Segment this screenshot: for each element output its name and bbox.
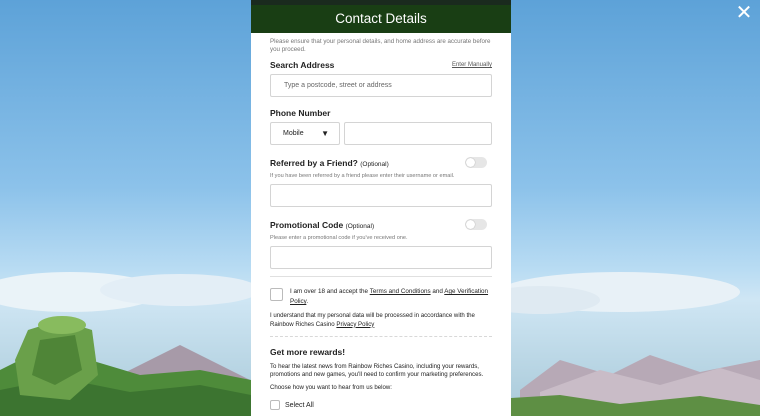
terms-checkbox[interactable] xyxy=(270,288,283,301)
close-icon[interactable]: ✕ xyxy=(735,2,753,24)
promo-label xyxy=(270,220,374,230)
referred-label-text: Referred by a Friend? xyxy=(270,157,358,168)
referred-input[interactable] xyxy=(270,184,492,207)
phone-label-row xyxy=(270,108,492,118)
promo-label-row xyxy=(270,219,492,230)
promo-optional: (Optional) xyxy=(345,222,375,230)
dotted-divider xyxy=(270,336,492,337)
referred-label-row xyxy=(270,157,492,168)
terms-suffix: . xyxy=(306,298,309,305)
terms-and-conditions-link[interactable]: Terms and Conditions xyxy=(369,288,431,295)
promo-input[interactable] xyxy=(270,246,492,269)
phone-number-label: Phone Number xyxy=(270,108,331,118)
rewards-text: To hear the latest news from Rainbow Riches Casino, including your rewards, promotions and new games, you'll need to confirm your marketing preferences. xyxy=(270,363,484,379)
phone-number-input[interactable] xyxy=(344,122,492,145)
referred-hint: If you have been referred by a friend please enter their username or email. xyxy=(270,173,455,179)
divider xyxy=(270,276,492,277)
intro-text: Please ensure that your personal details, and home address are accurate before you proceed. xyxy=(270,38,491,53)
promo-label-text: Promotional Code xyxy=(270,219,344,230)
phone-row xyxy=(270,122,492,145)
contact-details-modal xyxy=(251,5,511,416)
terms-text xyxy=(290,287,492,307)
promo-toggle[interactable] xyxy=(465,219,487,230)
age-verification-link[interactable]: Age Verification Policy xyxy=(290,288,489,305)
search-address-label: Search Address xyxy=(270,60,335,70)
promo-hint: Please enter a promotional code if you've received one. xyxy=(270,235,408,241)
search-address-input[interactable]: Type a postcode, street or address xyxy=(270,74,492,97)
referred-optional: (Optional) xyxy=(360,160,389,168)
terms-prefix: I am over 18 and accept the xyxy=(290,288,370,295)
caret-down-icon: ▼ xyxy=(321,129,329,138)
choose-text: Choose how you want to hear from us below: xyxy=(270,384,392,392)
address-label-row xyxy=(270,60,492,70)
modal-title: Contact Details xyxy=(251,5,511,33)
referred-toggle[interactable] xyxy=(465,157,487,168)
enter-manually-link[interactable]: Enter Manually xyxy=(451,62,492,68)
phone-type-value: Mobile xyxy=(283,130,304,137)
rewards-title: Get more rewards! xyxy=(270,347,346,357)
toggle-knob xyxy=(466,158,475,167)
terms-and: and xyxy=(430,288,445,295)
select-all-checkbox[interactable] xyxy=(270,400,280,410)
privacy-policy-link[interactable]: Privacy Policy xyxy=(336,320,375,328)
data-notice-text: I understand that my personal data will be processed in accordance with the Rainbow Riches Casino xyxy=(270,312,475,328)
select-all-label: Select All xyxy=(285,401,314,409)
phone-type-select[interactable] xyxy=(270,122,340,145)
referred-label xyxy=(270,158,389,168)
toggle-knob xyxy=(466,220,475,229)
select-all-row[interactable] xyxy=(270,400,492,410)
modal-content xyxy=(251,33,511,410)
terms-row xyxy=(270,287,492,307)
data-notice xyxy=(270,312,492,329)
